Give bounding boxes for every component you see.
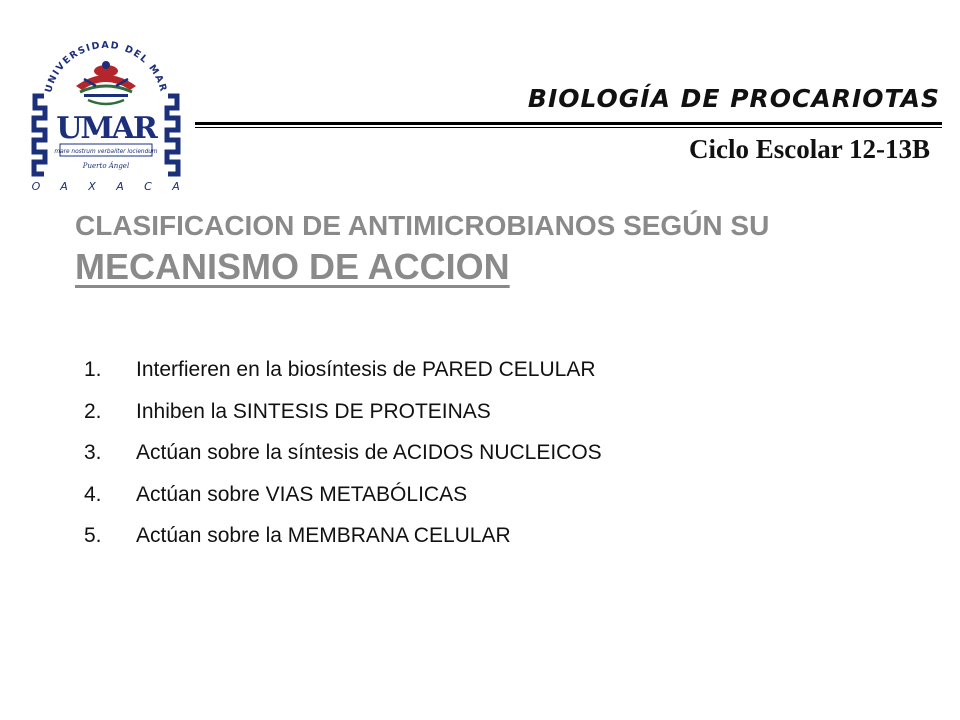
mechanism-list bbox=[84, 355, 602, 563]
logo-letter: A bbox=[172, 180, 180, 193]
list-item-number: 2. bbox=[84, 399, 102, 423]
list-item-text: Actúan sobre la síntesis de ACIDOS NUCLEICOS bbox=[136, 441, 602, 464]
list-item bbox=[84, 355, 602, 397]
list-item-number: 3. bbox=[84, 441, 102, 464]
list-item bbox=[84, 438, 602, 480]
course-title: BIOLOGÍA DE PROCARIOTAS bbox=[527, 84, 940, 113]
list-item bbox=[84, 521, 602, 563]
list-item-number: 1. bbox=[84, 358, 102, 381]
logo-motto: mare nostrum verbaliter lociendum bbox=[54, 149, 158, 155]
slide-heading-line1: CLASIFICACION DE ANTIMICROBIANOS SEGÚN SU bbox=[75, 210, 770, 241]
list-item bbox=[84, 397, 602, 439]
emblem-icon bbox=[76, 61, 136, 104]
school-cycle: Ciclo Escolar 12-13B bbox=[689, 134, 930, 164]
logo-letter: X bbox=[88, 180, 96, 193]
list-item-text: Actúan sobre la MEMBRANA CELULAR bbox=[136, 524, 511, 547]
header-rule-thin bbox=[195, 127, 942, 128]
list-item-text: Interfieren en la biosíntesis de PARED CELULAR bbox=[136, 358, 596, 381]
list-item-number: 5. bbox=[84, 524, 102, 547]
logo-monogram: UMAR bbox=[56, 111, 156, 146]
list-item-number: 4. bbox=[84, 482, 102, 506]
slide-heading-line2: MECANISMO DE ACCION bbox=[75, 246, 510, 287]
logo-arc-text: UNIVERSIDAD DEL MAR bbox=[43, 39, 169, 94]
logo-letter: O bbox=[31, 180, 41, 193]
list-item bbox=[84, 480, 602, 522]
logo-letter: A bbox=[60, 180, 68, 193]
header-rule bbox=[195, 122, 942, 125]
logo-location: Puerto Ángel bbox=[82, 162, 130, 170]
list-item-text: Actúan sobre VIAS METABÓLICAS bbox=[136, 482, 468, 506]
list-item-text: Inhiben la SINTESIS DE PROTEINAS bbox=[136, 399, 491, 423]
left-fret-ornament bbox=[34, 96, 45, 174]
logo-letter: C bbox=[144, 180, 152, 193]
university-logo bbox=[24, 34, 188, 196]
right-fret-ornament bbox=[167, 96, 178, 174]
logo-letter: A bbox=[116, 180, 124, 193]
